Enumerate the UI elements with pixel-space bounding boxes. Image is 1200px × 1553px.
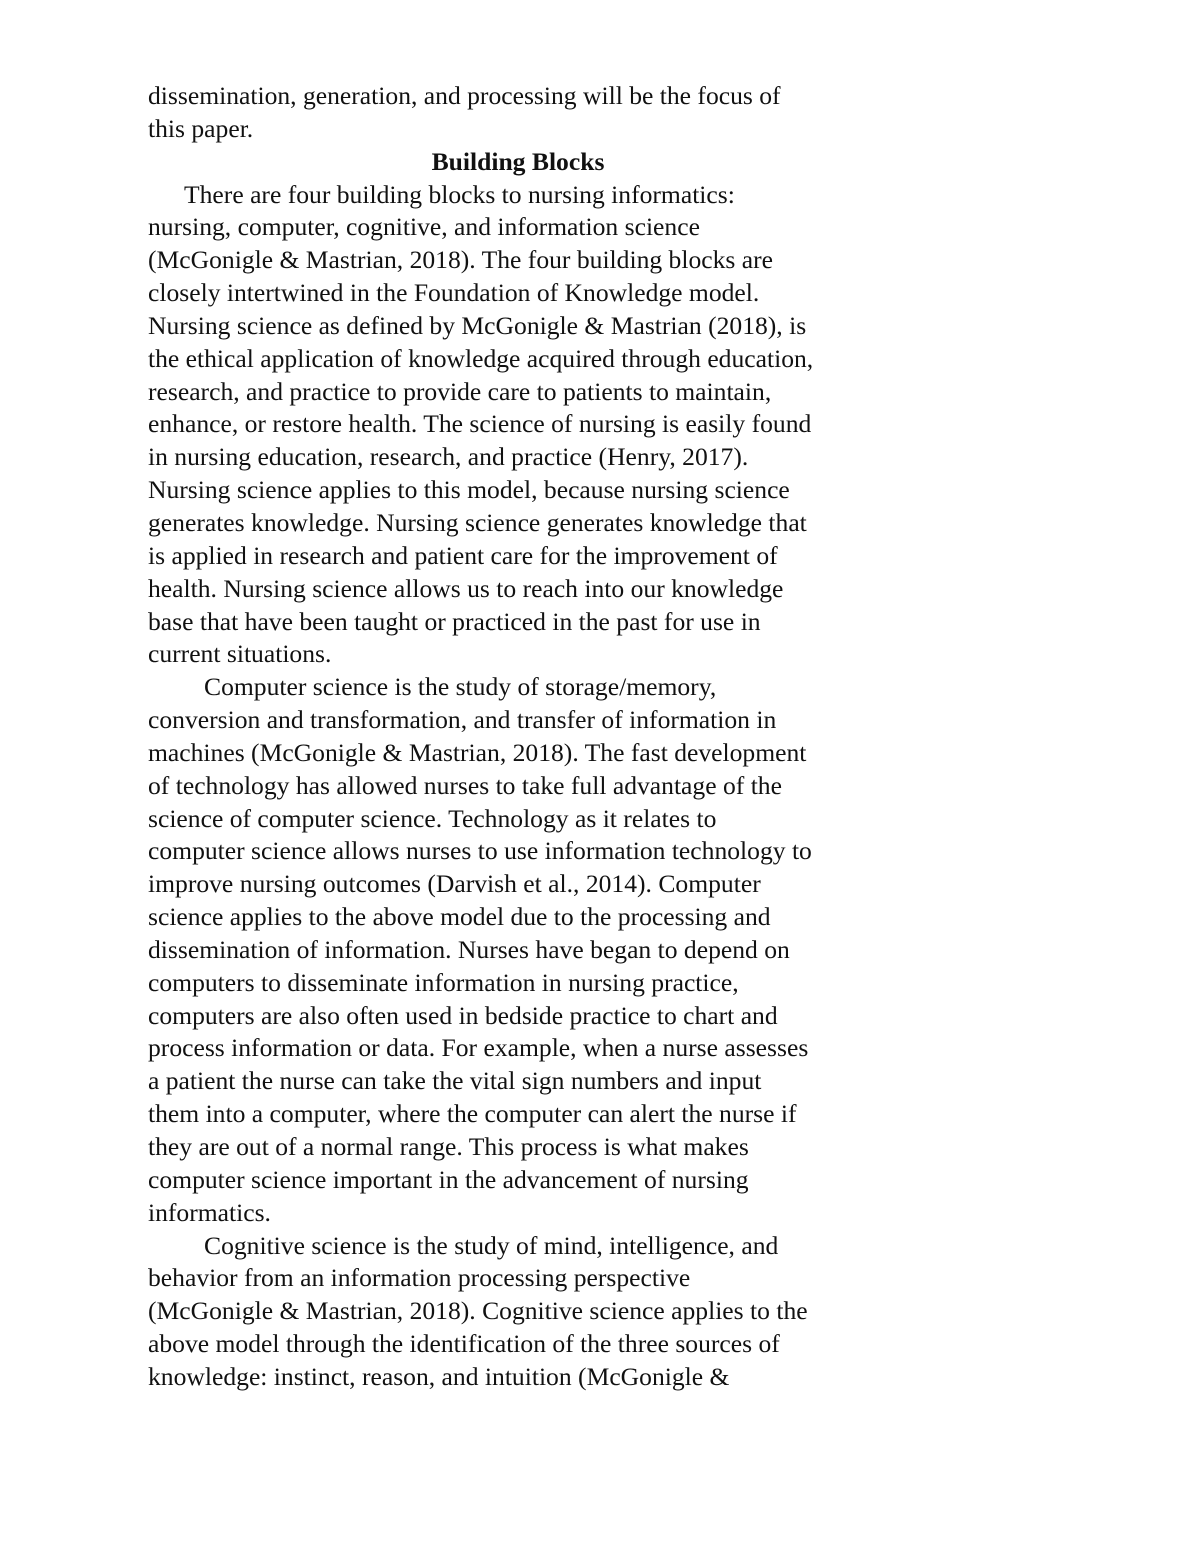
paragraph-cognitive-science: Cognitive science is the study of mind, intelligence, and behavior from an information processing perspective (McGonigle & Mastrian, 2018). Cognitive science applies to the above model through the identification of the three sources of knowledge: instinct, reason, and intuition (McGonigle & <box>148 1230 808 1391</box>
section-heading: Building Blocks <box>431 146 605 176</box>
paragraph-nursing-science: There are four building blocks to nursing informatics: nursing, computer, cognitive, and information science (McGonigle & Mastrian, 2018). The four building blocks are closely intertwined in the Foundation of Knowledge model. Nursing science as defined by McGonigle & Mastrian (2018), is the ethical application of knowledge acquired through education, research, and practice to provide care to patients to maintain, enhance, or restore health. The science of nursing is easily found in nursing education, research, and practice (Henry, 2017). Nursing science applies to this model, because nursing science generates knowledge. Nursing science generates knowledge that is applied in research and patient care for the improvement of health. Nursing science allows us to reach into our knowledge base that have been taught or practiced in the past for use in current situations. <box>148 179 814 669</box>
document-body <box>148 80 888 1394</box>
continuation-paragraph: dissemination, generation, and processing will be the focus of this paper. <box>148 81 781 143</box>
paragraph-computer-science: Computer science is the study of storage/memory, conversion and transformation, and transfer of information in machines (McGonigle & Mastrian, 2018). The fast development of technology has allowed nurses to take full advantage of the science of computer science. Technology as it relates to computer science allows nurses to use information technology to improve nursing outcomes (Darvish et al., 2014). Computer science applies to the above model due to the processing and dissemination of information. Nurses have began to depend on computers to disseminate information in nursing practice, computers are also often used in bedside practice to chart and process information or data. For example, when a nurse assesses a patient the nurse can take the vital sign numbers and input them into a computer, where the computer can alert the nurse if they are out of a normal range. This process is what makes computer science important in the advancement of nursing informatics. <box>148 672 812 1227</box>
